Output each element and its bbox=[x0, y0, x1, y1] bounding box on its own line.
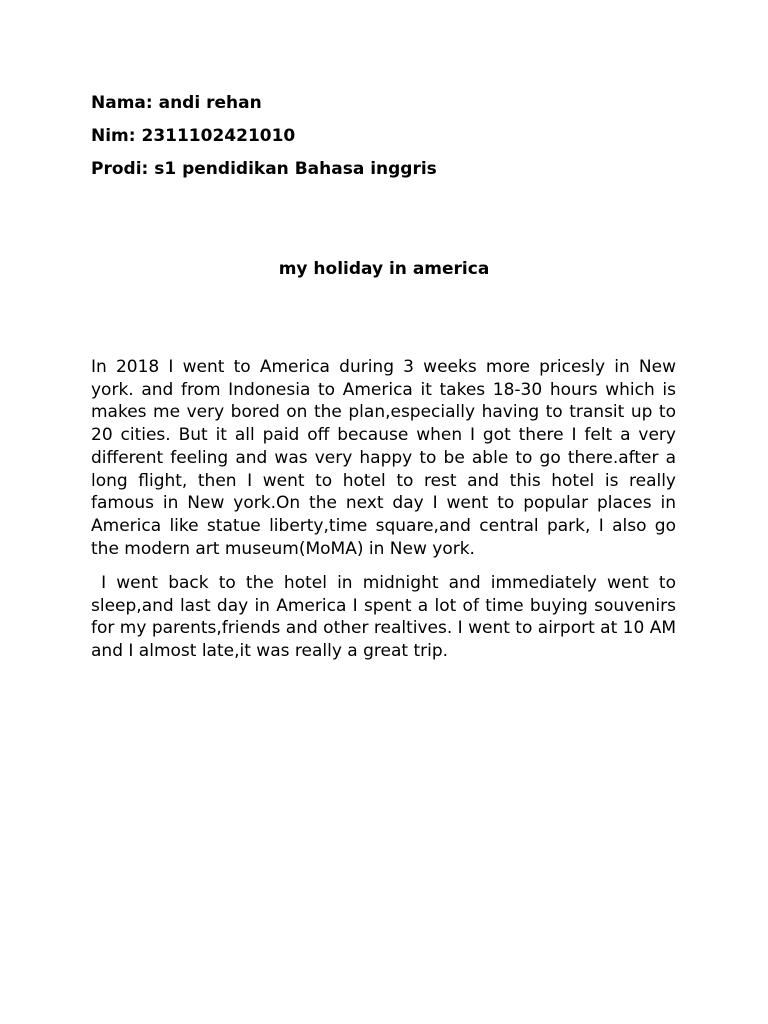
student-nim-line: Nim: 2311102421010 bbox=[91, 126, 296, 146]
body-paragraph-1: In 2018 I went to America during 3 weeks more pricesly in New york. and from Indonesia to America it takes 18-30 hours which is makes me very bored on the plan,especially having to transit up to 20 cities. But it all paid off because when I got there I felt a very different feeling and was very happy to be able to go there.after a long flight, then I went to hotel to rest and this hotel is really famous in New york.On the next day I went to popular places in America like statue liberty,time square,and central park, I also go the modern art museum(MoMA) in New york. bbox=[91, 357, 676, 559]
document-title: my holiday in america bbox=[278, 259, 490, 279]
student-prodi-line: Prodi: s1 pendidikan Bahasa inggris bbox=[91, 159, 437, 179]
student-name-line: Nama: andi rehan bbox=[91, 93, 262, 113]
body-paragraph-2: I went back to the hotel in midnight and immediately went to sleep,and last day in America I spent a lot of time buying souvenirs for my parents,friends and other realtives. I went to airport at 10 AM and I almost late,it was really a great trip. bbox=[91, 573, 682, 662]
